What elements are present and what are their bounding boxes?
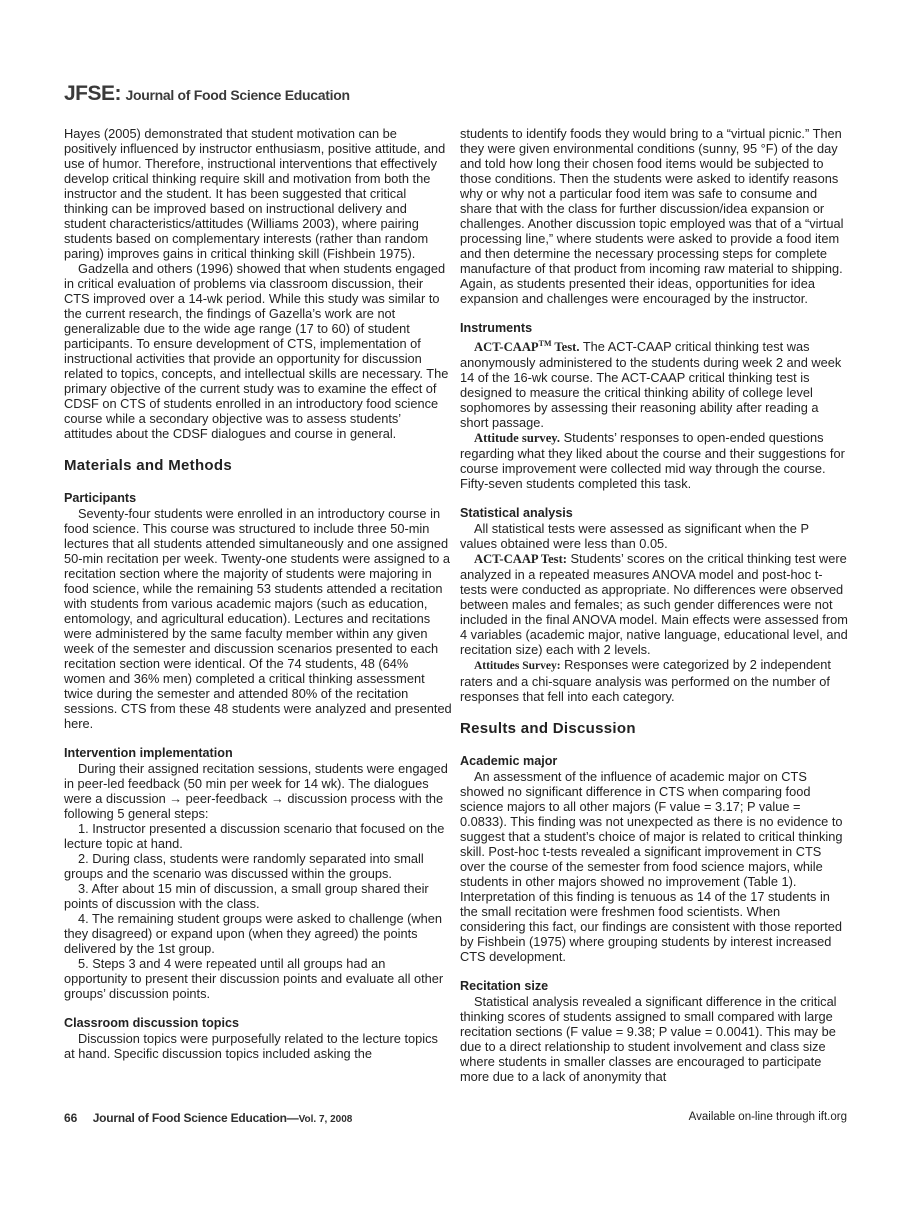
- runin-act-caap-test-label: ACT-CAAP Test:: [474, 552, 567, 567]
- left-column: [64, 126, 452, 1061]
- subheading-discussion-topics: Classroom discussion topics: [64, 1016, 239, 1030]
- paragraph-discussion-topics: Discussion topics were purposefully related to the lecture topics at hand. Specific discussion topics included asking the: [64, 1031, 438, 1061]
- subheading-instruments: Instruments: [460, 321, 533, 335]
- paragraph-statistical-analysis: All statistical tests were assessed as significant when the P values obtained were less than 0.05.: [460, 521, 809, 552]
- page-footer: [64, 1111, 352, 1125]
- footer-online-link: Available on-line through ift.org: [688, 1111, 847, 1123]
- paragraph-attitudes-analysis: Attitudes Survey: Responses were categorized by 2 independent raters and a chi-square analysis was performed on the number of responses that fell into each category.: [460, 657, 831, 705]
- footer-journal-title: Journal of Food Science Education—: [92, 1111, 299, 1125]
- paragraph-discussion-topics-cont: students to identify foods they would bring to a “virtual picnic.” Then they were given environmental conditions (sunny, 95 °F) of the day and told how long their chosen food items would be subjected to those conditions. Then the students were asked to identify reasons why or why not a particular food item was safe to consume and share that with the class for further discussion/idea expansion or challenges. Another discussion topic employed was that of a “virtual processing line,” where students were asked to provide a food item and then determine the necessary processing steps for complete manufacture of that product from incoming raw material to shipping. Again, as students presented their ideas, opportunities for idea expansion and challenges were encouraged by the instructor.: [460, 126, 844, 306]
- journal-title: Journal of Food Science Education: [125, 87, 350, 103]
- footer-volume: Vol. 7, 2008: [298, 1114, 353, 1125]
- runin-attitudes-survey-label: Attitudes Survey:: [474, 660, 561, 673]
- list-step-3: 3. After about 15 min of discussion, a small group shared their points of discussion with the class.: [64, 881, 429, 911]
- subheading-recitation-size: Recitation size: [460, 979, 549, 994]
- subheading-intervention: Intervention implementation: [64, 746, 233, 760]
- paragraph-academic-major: An assessment of the influence of academic major on CTS showed no significant difference in CTS when comparing food science majors to all other majors (F value = 3.17; P value = 0.0833). This finding was not unexpected as there is no evidence to suggest that a student’s choice of major is related to critical thinking skill. Post-hoc t-tests revealed a significant improvement in CTS over the course of the semester from food science majors, while students in other majors showed no improvement (Table 1). Interpretation of this finding is tenuous as 14 of the 17 students in the small recitation were freshmen food scientists. When considering this fact, our findings are consistent with those reported by Fishbein (1975) where grouping students by interest increased CTS development.: [460, 769, 843, 965]
- page-number: 66: [64, 1111, 78, 1125]
- paragraph-recitation-size: Statistical analysis revealed a significant difference in the critical thinking scores of students assigned to small compared with large recitation sections (F value = 9.38; P value = 0.0041). This may be due to a direct relationship to student involvement and class size where students in smaller classes are encouraged to participate more due to a lack of anonymity that: [460, 994, 837, 1085]
- subheading-participants: Participants: [64, 491, 137, 505]
- list-step-1: 1. Instructor presented a discussion scenario that focused on the lecture topic at hand.: [64, 821, 445, 851]
- list-step-5: 5. Steps 3 and 4 were repeated until all groups had an opportunity to present their discussion points and evaluate all other groups’ discussion points.: [64, 956, 444, 1001]
- right-column: [460, 126, 848, 1084]
- section-heading-methods: Materials and Methods: [64, 457, 232, 474]
- list-step-4: 4. The remaining student groups were asked to challenge (when they disagreed) or expand upon (when they agreed) the points delivered by the 1st group.: [64, 911, 442, 956]
- paragraph-intro-1: Hayes (2005) demonstrated that student motivation can be positively influenced by instructor enthusiasm, positive attitude, and use of humor. Therefore, instructional interventions that effectively develop critical thinking require skill and motivation from both the instructor and the student. It has been suggested that critical thinking can be improved based on instructional delivery and student characteristics/attitudes (Williams 2003), where pairing students based on complementary interests (rather than random paring) improves gains in critical thinking skill (Fishbein 1975).: [64, 126, 446, 261]
- paragraph-attitude-survey: Attitude survey. Students’ responses to open-ended questions regarding what they liked about the course and their suggestions for course improvement were collected mid way through the course. Fifty-seven students completed this task.: [460, 430, 845, 492]
- subheading-statistical-analysis: Statistical analysis: [460, 506, 573, 521]
- runin-act-caap-label: ACT-CAAP™ Test.: [474, 339, 580, 355]
- section-heading-results: Results and Discussion: [460, 720, 636, 738]
- runin-attitude-label: Attitude survey.: [474, 431, 561, 446]
- paragraph-act-caap-analysis: ACT-CAAP Test: Students’ scores on the critical thinking test were analyzed in a repeated measures ANOVA model and post-hoc t-tests were conducted as appropriate. No differences were observed between males and females; as such gender differences were not included in the final ANOVA model. Main effects were assessed from 4 variables (academic major, native language, educational level, and recitation size) each with 2 levels.: [460, 551, 848, 658]
- list-step-2: 2. During class, students were randomly separated into small groups and the scenario was discussed within the groups.: [64, 851, 424, 881]
- paragraph-intervention: During their assigned recitation sessions, students were engaged in peer-led feedback (50 min per week for 14 wk). The dialogues were a discussion → peer-feedback → discussion process with the following 5 general steps:: [64, 761, 448, 821]
- subheading-academic-major: Academic major: [460, 754, 558, 769]
- paragraph-act-caap: ACT-CAAP™ Test. The ACT-CAAP critical thinking test was anonymously administered to the students during week 2 and week 14 of the 16-wk course. The ACT-CAAP critical thinking test is designed to measure the critical thinking ability of college level sophomores by assessing their reasoning ability after reading a short passage.: [460, 339, 842, 431]
- journal-abbreviation: JFSE:: [64, 82, 122, 105]
- journal-header: [64, 82, 350, 106]
- paragraph-intro-2: Gadzella and others (1996) showed that when students engaged in critical evaluation of problems via classroom discussion, their CTS improved over a 14-wk period. While this study was similar to the current research, the findings of Gazella’s work are not generalizable due to the wide age range (17 to 60) of student participants. To ensure development of CTS, implementation of instructional activities that provide an opportunity for discussion related to topics, concepts, and intellectual skills are necessary. The primary objective of the current study was to examine the effect of CDSF on CTS of students enrolled in an introductory food science course while a secondary objective was to assess students’ attitudes about the CDSF dialogues and course in general.: [64, 261, 449, 441]
- paragraph-participants: Seventy-four students were enrolled in an introductory course in food science. This course was structured to include three 50-min lectures that all students attended simultaneously and one assigned 50-min recitation per week. Twenty-one students were assigned to a recitation section where the majority of students were majoring in food science, while the remaining 53 students attended a recitation with students from various academic majors (such as education, entomology, and agricultural education). Lectures and recitations were administered by the same faculty member within any given week of the semester and discussion scenarios presented to each recitation section were identical. Of the 74 students, 48 (64% women and 36% men) completed a critical thinking assessment twice during the semester and attended 80% of the recitation sessions. CTS from these 48 students were analyzed and presented here.: [64, 506, 452, 731]
